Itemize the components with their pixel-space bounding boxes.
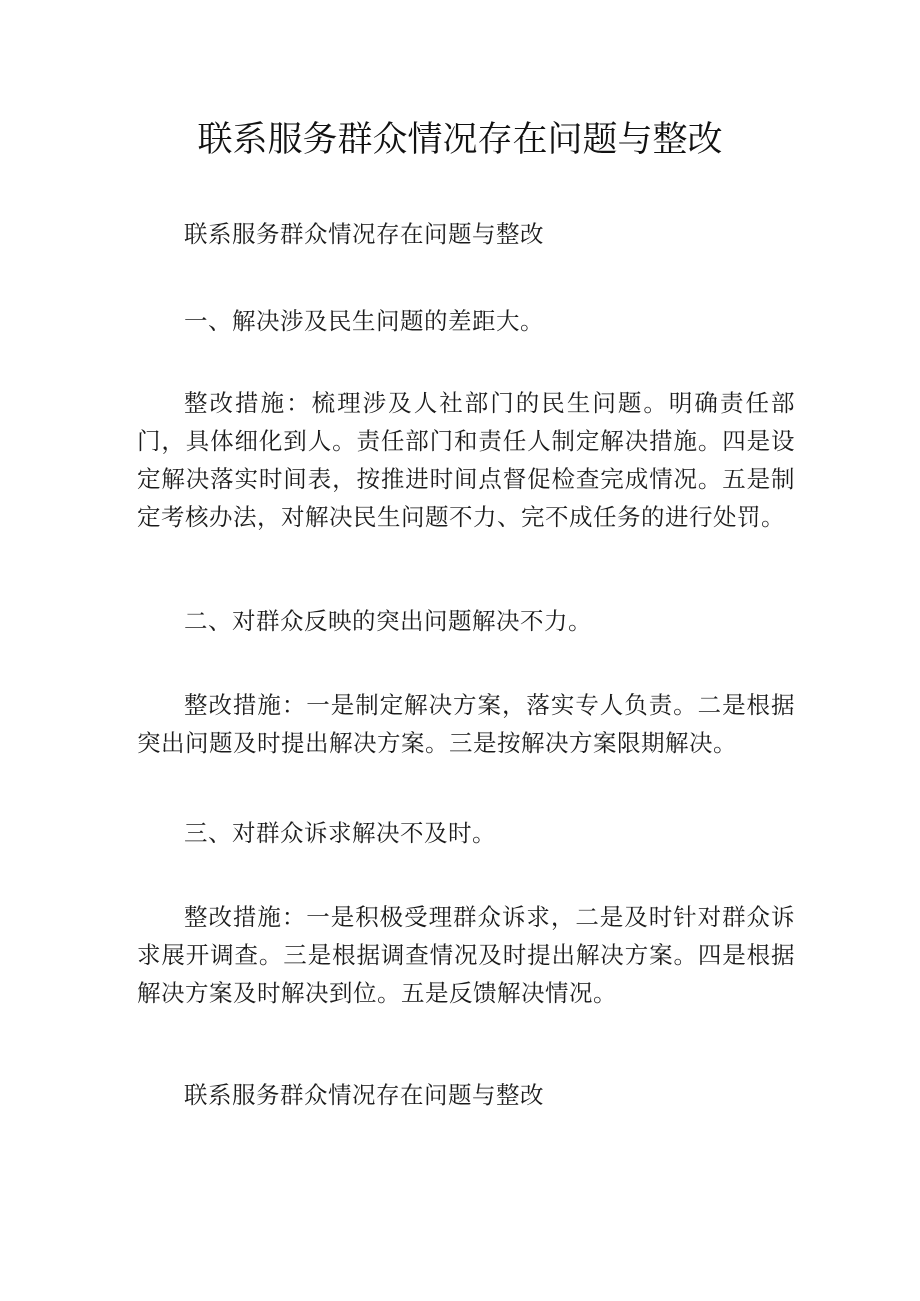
paragraph-measures-3: 整改措施：一是积极受理群众诉求，二是及时针对群众诉求展开调查。三是根据调查情况及时提出解决方案。四是根据解决方案及时解决到位。五是反馈解决情况。 (137, 903, 795, 1007)
paragraph-measures-2: 整改措施：一是制定解决方案，落实专人负责。二是根据突出问题及时提出解决方案。三是按解决方案限期解决。 (137, 691, 795, 757)
paragraph-heading-3: 三、对群众诉求解决不及时。 (184, 819, 496, 847)
paragraph-footer-title: 联系服务群众情况存在问题与整改 (184, 1081, 544, 1109)
paragraph-heading-1: 一、解决涉及民生问题的差距大。 (184, 307, 544, 335)
document-title: 联系服务群众情况存在问题与整改 (197, 120, 723, 160)
paragraph-heading-2: 二、对群众反映的突出问题解决不力。 (184, 607, 592, 635)
paragraph-measures-1: 整改措施：梳理涉及人社部门的民生问题。明确责任部门，具体细化到人。责任部门和责任人制定解决措施。四是设定解决落实时间表，按推进时间点督促检查完成情况。五是制定考核办法，对解决民生问题不力、完不成任务的进行处罚。 (137, 389, 795, 531)
paragraph-subtitle: 联系服务群众情况存在问题与整改 (184, 220, 544, 248)
